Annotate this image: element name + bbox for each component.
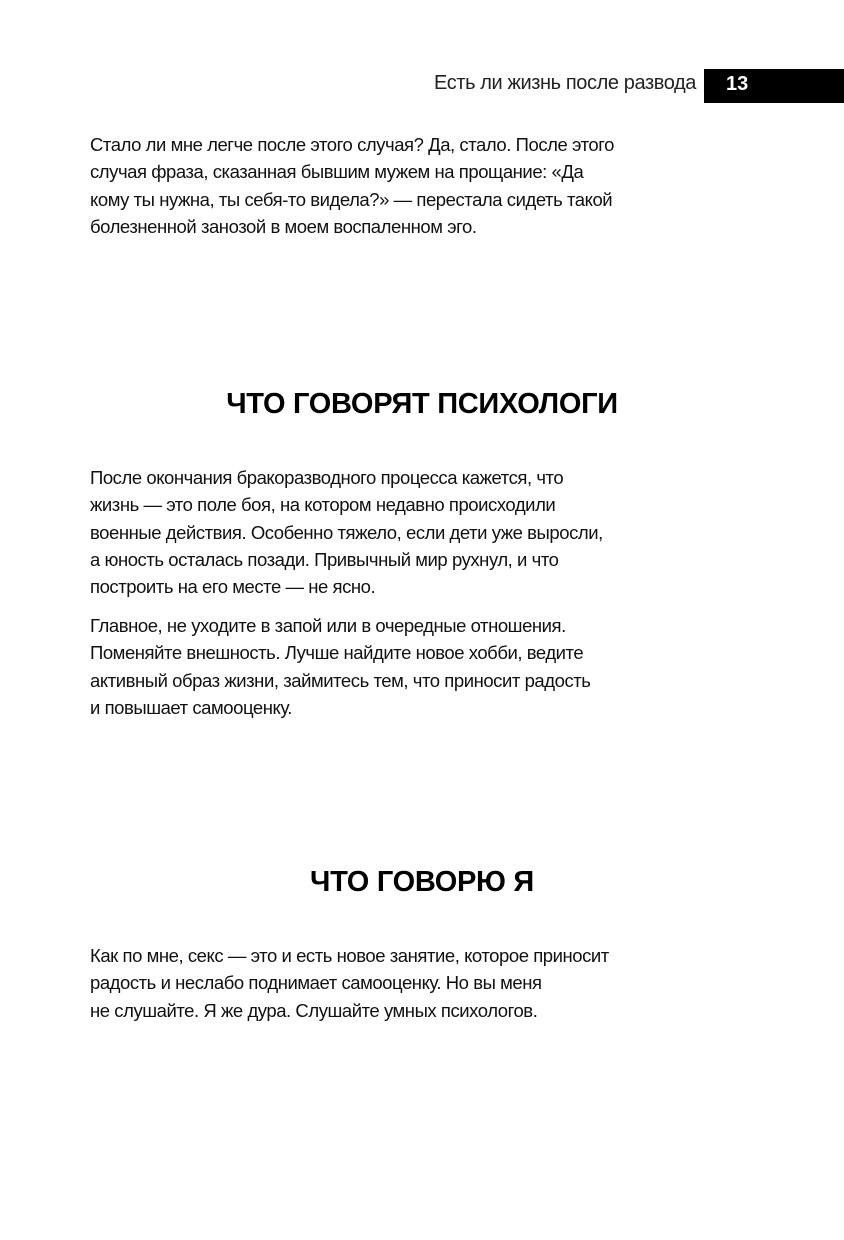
text-line: не слушайте. Я же дура. Слушайте умных психологов. (90, 999, 538, 1021)
text-line: жизнь — это поле боя, на котором недавно происходили (90, 494, 556, 516)
page-number: 13 (726, 73, 749, 95)
running-header (0, 69, 844, 103)
intro-paragraph (90, 131, 700, 240)
section-heading-me: ЧТО ГОВОРЮ Я (310, 866, 534, 898)
text-line: построить на его месте — не ясно. (90, 576, 376, 598)
text-line: Как по мне, секс — это и есть новое занятие, которое приносит (90, 945, 609, 966)
text-line: После окончания бракоразводного процесса кажется, что (90, 467, 564, 488)
text-line: активный образ жизни, займитесь тем, что приносит радость (90, 669, 591, 691)
psychologists-paragraph-1 (90, 464, 700, 600)
text-line: Стало ли мне легче после этого случая? Да, стало. После этого (90, 134, 614, 155)
running-title: Есть ли жизнь после развода (434, 72, 696, 94)
text-line: кому ты нужна, ты себя-то видела?» — перестала сидеть такой (90, 188, 613, 210)
text-line: и повышает самооценку. (90, 696, 292, 718)
text-line: Главное, не уходите в запой или в очередные отношения. (90, 615, 566, 636)
text-line: а юность осталась позади. Привычный мир рухнул, и что (90, 548, 559, 570)
text-line: военные действия. Особенно тяжело, если дети уже выросли, (90, 521, 603, 543)
text-line: болезненной занозой в моем воспаленном эго. (90, 215, 477, 237)
section-heading-psychologists: ЧТО ГОВОРЯТ ПСИХОЛОГИ (226, 388, 618, 420)
text-line: радость и неслабо поднимает самооценку. Но вы меня (90, 972, 542, 994)
psychologists-paragraph-2 (90, 612, 700, 721)
text-line: Поменяйте внешность. Лучше найдите новое хобби, ведите (90, 642, 584, 664)
page-number-tab (704, 69, 844, 103)
me-paragraph (90, 942, 700, 1024)
text-line: случая фраза, сказанная бывшим мужем на прощание: «Да (90, 161, 584, 183)
